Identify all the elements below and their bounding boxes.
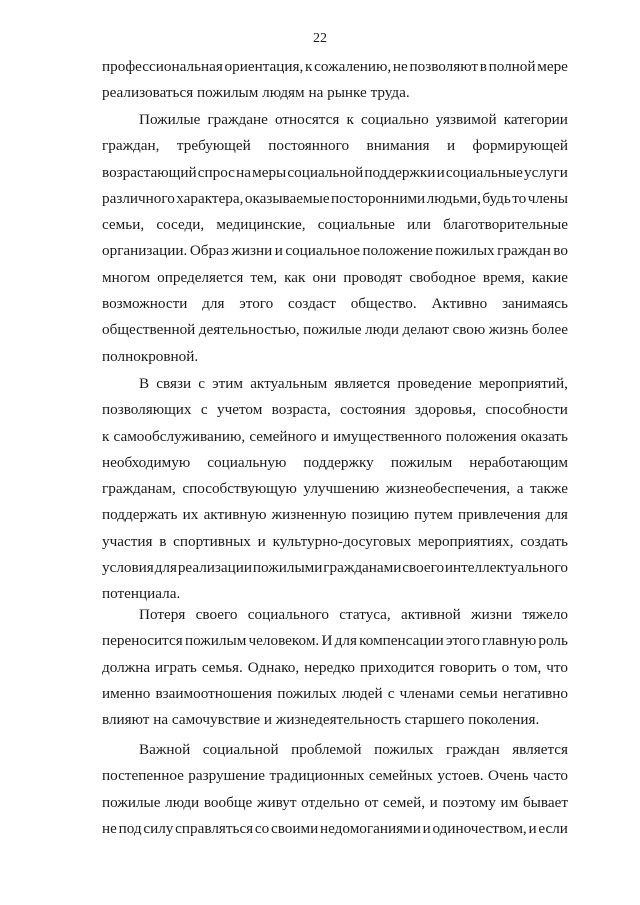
text-line: именно взаимоотношения пожилых людей с членами семьи негативно: [102, 684, 568, 702]
text-line: потенциала.: [102, 585, 181, 603]
text-line: общественной деятельностью, пожилые люди делают свою жизнь более: [102, 321, 568, 339]
text-line: необходимую социальную поддержку пожилым неработающим: [102, 453, 568, 471]
text-line: семьи, соседи, медицинские, социальные или благотворительные: [102, 216, 568, 234]
paragraph-family-role: [102, 602, 568, 733]
text-line: Потеря своего социального статуса, активной жизни тяжело: [139, 606, 568, 623]
page-number: 22: [313, 31, 327, 46]
text-line: полнокровной.: [102, 347, 199, 365]
text-line: гражданам, способствующую улучшению жизнеобеспечения, а также: [102, 480, 568, 498]
text-line: возрастающий спрос на меры социальной поддержки и социальные услуги: [102, 163, 568, 181]
paragraph-continuation: [102, 54, 568, 107]
text-line: профессиональная ориентация, к сожалению, не позволяют в полной мере: [102, 58, 568, 75]
text-line: постепенное разрушение традиционных семейных устоев. Очень часто: [102, 767, 568, 785]
text-line: условия для реализации пожилыми гражданами своего интеллектуального: [102, 559, 568, 577]
paragraph-family-traditions: [102, 737, 568, 842]
paragraph-social-events: [102, 371, 568, 608]
text-line: Пожилые граждане относятся к социально уязвимой категории: [139, 111, 568, 128]
text-line: многом определяется тем, как они проводят свободное время, какие: [102, 268, 568, 286]
text-line: позволяющих с учетом возраста, состояния здоровья, способности: [102, 401, 568, 419]
text-line: Важной социальной проблемой пожилых граждан является: [139, 741, 568, 758]
text-line: влияют на самочувствие и жизнедеятельность старшего поколения.: [102, 711, 540, 729]
text-line: участия в спортивных и культурно-досуговых мероприятиях, создать: [102, 532, 568, 550]
text-line: поддержать их активную жизненную позицию путем привлечения для: [102, 506, 568, 524]
text-line: не под силу справляться со своими недомоганиями и одиночеством, и если: [102, 819, 568, 837]
text-line: пожилые люди вообще живут отдельно от семей, и поэтому им бывает: [102, 793, 568, 811]
text-line: граждан, требующей постоянного внимания и формирующей: [102, 137, 568, 155]
text-line: переносится пожилым человеком. И для компенсации этого главную роль: [102, 632, 568, 650]
text-line: к самообслуживанию, семейного и имущественного положения оказать: [102, 427, 568, 445]
text-line: организации. Образ жизни и социальное положение пожилых граждан во: [102, 242, 568, 260]
paragraph-elderly-category: [102, 107, 568, 370]
text-line: реализоваться пожилым людям на рынке труда.: [102, 84, 410, 102]
text-line: должна играть семья. Однако, нередко приходится говорить о том, что: [102, 658, 568, 676]
text-line: различного характера, оказываемые посторонними людьми, будь то члены: [102, 189, 568, 207]
text-line: возможности для этого создаст общество. Активно занимаясь: [102, 295, 568, 313]
text-line: В связи с этим актуальным является проведение мероприятий,: [139, 375, 568, 392]
